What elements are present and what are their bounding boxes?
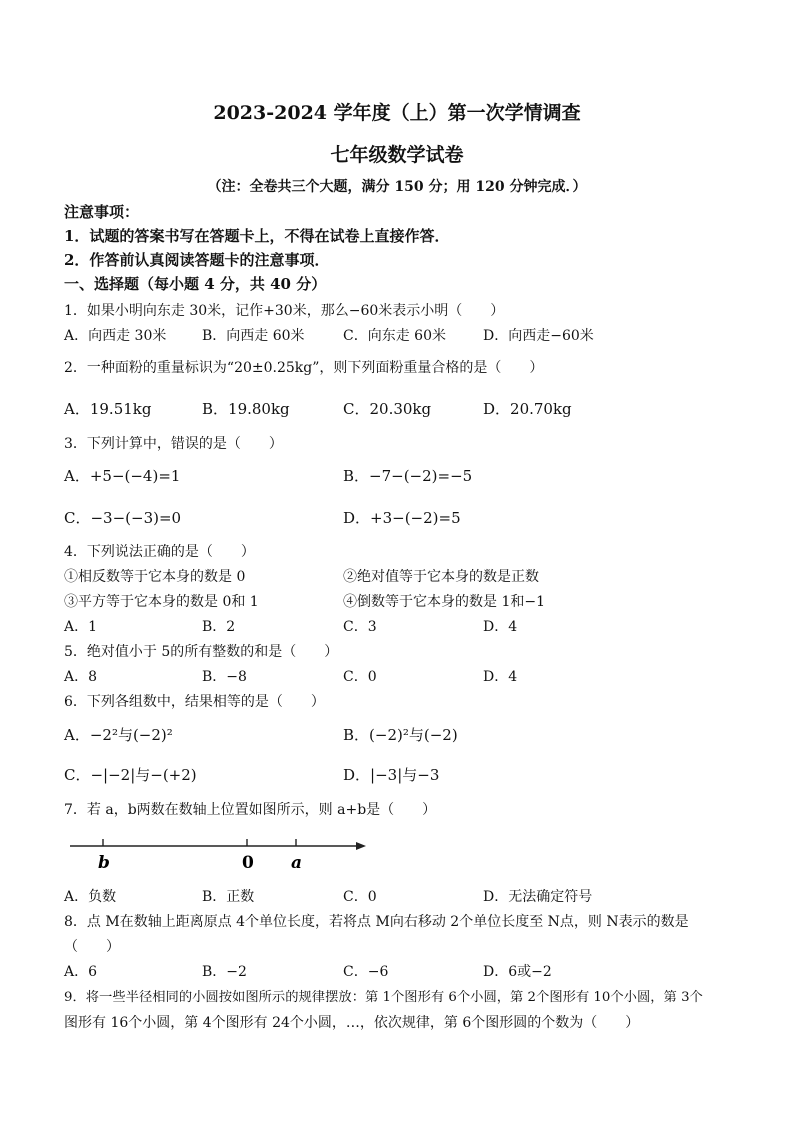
q8-option-a: A．6	[64, 964, 98, 980]
q4-option-a: A．1	[64, 619, 98, 635]
q1-option-a: A．向西走 30米	[64, 328, 167, 344]
question-2: 2．一种面粉的重量标识为“20±0.25kg”，则下列面粉重量合格的是（ ）	[64, 360, 544, 376]
q4-statement-4: ④倒数等于它本身的数是 1和−1	[343, 594, 545, 610]
q5-option-b: B．−8	[202, 669, 247, 685]
q3-option-b: B．−7−(−2)=−5	[343, 467, 473, 485]
q5-option-d: D．4	[483, 669, 518, 685]
label-b: b	[98, 853, 110, 873]
question-9-cont: 图形有 16个小圆，第 4个图形有 24个小圆，…，依次规律，第 6个图形圆的个数为（ ）	[64, 1015, 640, 1031]
q8-option-c: C．−6	[343, 964, 389, 980]
question-8: 8．点 M在数轴上距离原点 4个单位长度，若将点 M向右移动 2个单位长度至 N点，则 N表示的数是	[64, 914, 689, 930]
q3-option-c: C．−3−(−3)=0	[64, 509, 182, 527]
page-title: 2023-2024 学年度（上）第一次学情调查	[213, 102, 581, 124]
section-heading: 一、选择题（每小题 4 分，共 40 分）	[64, 275, 327, 293]
label-zero: 0	[242, 853, 254, 873]
q7-option-b: B．正数	[202, 889, 255, 905]
q6-option-b: B．(−2)²与(−2)	[343, 726, 458, 744]
label-a: a	[291, 853, 303, 873]
q3-option-d: D．+3−(−2)=5	[343, 509, 461, 527]
page-subtitle: 七年级数学试卷	[330, 144, 464, 166]
q2-option-a: A．19.51kg	[64, 400, 152, 418]
q6-option-a: A．−2²与(−2)²	[64, 726, 173, 744]
q2-option-c: C．20.30kg	[343, 400, 432, 418]
question-8-cont: （ ）	[64, 939, 120, 955]
question-5: 5．绝对值小于 5的所有整数的和是（ ）	[64, 644, 339, 660]
number-line-figure	[66, 832, 376, 877]
question-7: 7．若 a，b两数在数轴上位置如图所示，则 a+b是（ ）	[64, 802, 437, 818]
q4-statement-3: ③平方等于它本身的数是 0和 1	[64, 594, 259, 610]
question-1: 1．如果小明向东走 30米，记作+30米，那么−60米表示小明（ ）	[64, 303, 505, 319]
question-6: 6．下列各组数中，结果相等的是（ ）	[64, 694, 325, 710]
number-line-svg	[66, 832, 376, 877]
q8-option-b: B．−2	[202, 964, 247, 980]
q1-option-b: B．向西走 60米	[202, 328, 305, 344]
q4-option-d: D．4	[483, 619, 518, 635]
q7-option-c: C．0	[343, 889, 377, 905]
q4-statement-2: ②绝对值等于它本身的数是正数	[343, 569, 539, 585]
q4-statement-1: ①相反数等于它本身的数是 0	[64, 569, 246, 585]
q3-option-a: A．+5−(−4)=1	[64, 467, 181, 485]
number-line-arrow	[356, 842, 366, 850]
q7-option-d: D．无法确定符号	[483, 889, 593, 905]
question-3: 3．下列计算中，错误的是（ ）	[64, 436, 283, 452]
q2-option-b: B．19.80kg	[202, 400, 290, 418]
q1-option-d: D．向西走−60米	[483, 328, 594, 344]
notices-heading: 注意事项：	[64, 203, 140, 221]
q5-option-a: A．8	[64, 669, 98, 685]
exam-note: （注：全卷共三个大题，满分 150 分；用 120 分钟完成．）	[207, 179, 587, 195]
q2-option-d: D．20.70kg	[483, 400, 572, 418]
q1-option-c: C．向东走 60米	[343, 328, 446, 344]
notice-item-2: 2．作答前认真阅读答题卡的注意事项．	[64, 251, 330, 269]
question-4: 4．下列说法正确的是（ ）	[64, 544, 255, 560]
q7-option-a: A．负数	[64, 889, 117, 905]
q8-option-d: D．6或−2	[483, 964, 552, 980]
q4-option-b: B．2	[202, 619, 236, 635]
notice-item-1: 1．试题的答案书写在答题卡上，不得在试卷上直接作答．	[64, 227, 450, 245]
q4-option-c: C．3	[343, 619, 377, 635]
q5-option-c: C．0	[343, 669, 377, 685]
q6-option-d: D．|−3|与−3	[343, 766, 440, 784]
question-9: 9．将一些半径相同的小圆按如图所示的规律摆放：第 1个图形有 6个小圆，第 2个图形有 10个小圆，第 3个	[64, 990, 703, 1005]
q6-option-c: C．−|−2|与−(+2)	[64, 766, 197, 784]
